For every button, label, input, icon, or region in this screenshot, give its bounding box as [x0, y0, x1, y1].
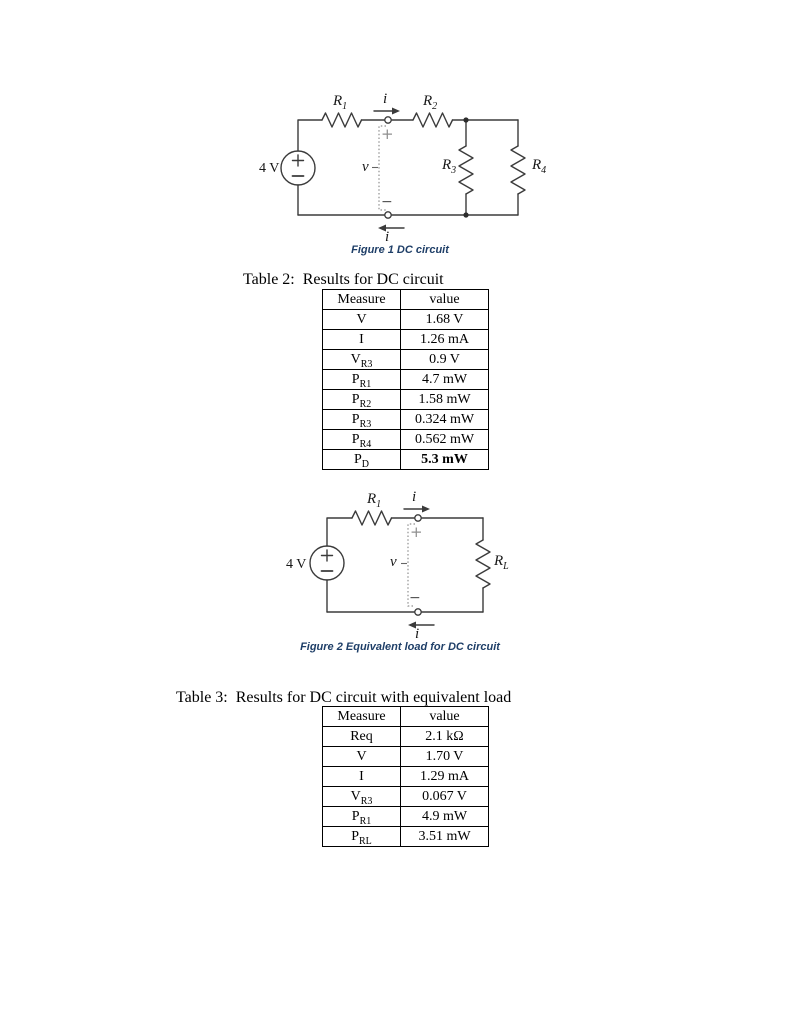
wire-top-left: [298, 120, 322, 151]
value-cell: 2.1 kΩ: [401, 727, 489, 747]
table-row: [323, 807, 489, 827]
minus-symbol: −: [381, 194, 393, 210]
measure-cell: $P_D$: [323, 450, 401, 470]
measure-cell: V: [323, 747, 401, 767]
resistor-r3-label: $R_3$: [442, 157, 457, 176]
header-measure: Measure: [323, 290, 401, 310]
value-cell: 5.3 mW: [401, 450, 489, 470]
resistor-r1-label: $R_1$: [333, 93, 348, 112]
terminal-top: [385, 117, 391, 123]
table-row: [323, 310, 489, 330]
table-header-row: [323, 707, 489, 727]
value-cell: 0.9 V: [401, 350, 489, 370]
resistor-rl-icon: [476, 540, 490, 588]
table-row: [323, 767, 489, 787]
measure-cell: $P_{R1}$: [323, 370, 401, 390]
table3-title: Table 3: Results for DC circuit with equivalent load: [176, 689, 512, 706]
terminal-bottom: [415, 609, 421, 615]
table2-title: Table 2: Results for DC circuit: [243, 271, 444, 288]
terminal-bottom: [385, 212, 391, 218]
voltage-v-label: v: [390, 554, 397, 570]
measure-cell: $P_{R3}$: [323, 410, 401, 430]
value-cell: 0.067 V: [401, 787, 489, 807]
terminal-top: [415, 515, 421, 521]
table-row: [323, 410, 489, 430]
resistor-r4-icon: [511, 146, 525, 194]
figure2-caption: Figure 2 Equivalent load for DC circuit: [300, 641, 500, 653]
plus-symbol: +: [381, 125, 394, 143]
resistor-r3-icon: [459, 146, 473, 194]
measure-cell: $V_{R3}$: [323, 787, 401, 807]
measure-cell: $V_{R3}$: [323, 350, 401, 370]
measure-cell: $P_{R1}$: [323, 807, 401, 827]
header-value: value: [401, 707, 489, 727]
table2-results: [322, 289, 489, 470]
table-row: [323, 430, 489, 450]
node-dot-bottom: [463, 212, 468, 217]
current-label-bottom: i: [385, 229, 390, 245]
table3-results: [322, 706, 489, 847]
measure-cell: I: [323, 330, 401, 350]
table-row: [323, 390, 489, 410]
source-voltage-label: 4 V: [259, 161, 280, 176]
value-cell: 1.58 mW: [401, 390, 489, 410]
source-voltage-label: 4 V: [286, 557, 307, 572]
resistor-r2-icon: [413, 113, 453, 127]
node-dot-top: [463, 117, 468, 122]
table-header-row: [323, 290, 489, 310]
value-cell: 1.29 mA: [401, 767, 489, 787]
figure1-caption: Figure 1 DC circuit: [351, 244, 449, 256]
measure-cell: $P_{R4}$: [323, 430, 401, 450]
measure-cell: $P_{RL}$: [323, 827, 401, 847]
current-label-bottom: i: [415, 626, 420, 642]
current-label-top: i: [383, 91, 388, 107]
plus-symbol: +: [410, 523, 423, 541]
measure-cell: V: [323, 310, 401, 330]
circuit-diagram-figure1: [240, 85, 560, 260]
value-cell: 3.51 mW: [401, 827, 489, 847]
value-cell: 0.562 mW: [401, 430, 489, 450]
source-plus-icon: [322, 550, 333, 561]
value-cell: 1.26 mA: [401, 330, 489, 350]
current-label-top: i: [412, 489, 417, 505]
voltage-v-label: v: [362, 159, 369, 175]
table-row: [323, 787, 489, 807]
resistor-r4-label: $R_4$: [532, 157, 547, 176]
measure-cell: Req: [323, 727, 401, 747]
measure-cell: I: [323, 767, 401, 787]
value-cell: 4.9 mW: [401, 807, 489, 827]
resistor-r2-label: $R_2$: [423, 93, 438, 112]
measure-cell: $P_{R2}$: [323, 390, 401, 410]
value-cell: 1.68 V: [401, 310, 489, 330]
table-row: [323, 350, 489, 370]
wire-top-left: [327, 518, 352, 546]
table-row: [323, 370, 489, 390]
table-row: [323, 727, 489, 747]
resistor-r1-icon: [322, 113, 362, 127]
minus-symbol: −: [409, 590, 421, 606]
table-row: [323, 747, 489, 767]
header-measure: Measure: [323, 707, 401, 727]
arrowhead-top: [422, 506, 430, 513]
arrowhead-top: [392, 108, 400, 115]
resistor-r1-icon: [352, 511, 392, 525]
table-row: [323, 330, 489, 350]
table-row: [323, 827, 489, 847]
resistor-r1-label: $R_1$: [367, 491, 382, 510]
header-value: value: [401, 290, 489, 310]
source-plus-icon: [293, 155, 304, 166]
table-row: [323, 450, 489, 470]
value-cell: 4.7 mW: [401, 370, 489, 390]
value-cell: 1.70 V: [401, 747, 489, 767]
value-cell: 0.324 mW: [401, 410, 489, 430]
resistor-rl-label: $R_L$: [494, 553, 509, 572]
